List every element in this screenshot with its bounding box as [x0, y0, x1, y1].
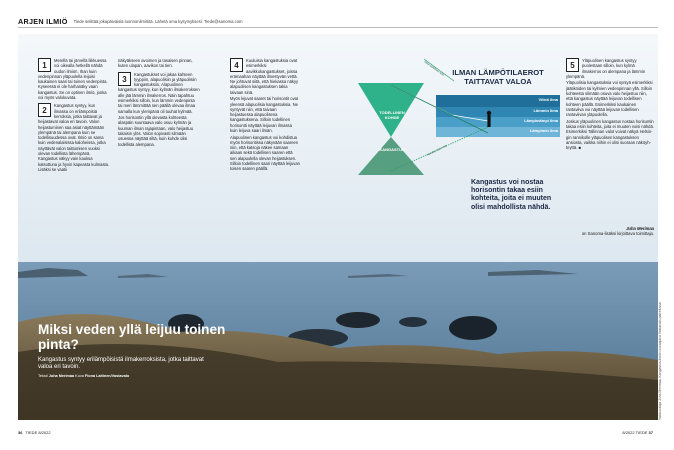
paragraph-1: Merellä tai järvellä liikkuessa voi oikealla hetkellä nähdä oudon ilmiön. Ihan kuin vedenpinnan yläpuolella leijuisi kaukainen saari tai toinen vedenpinta. Kyseessä ei ole harhanäky vaan kangastus. Se on optinen ilmiö, jonka voi myös valokuvata.: [38, 58, 108, 101]
article-byline: [38, 374, 129, 378]
section-number-1: 1: [38, 58, 51, 72]
text-column-3: [230, 58, 300, 173]
author-role: on Sanoma-lisäksi kirjoittava toimittaja.: [581, 231, 654, 237]
label-observed-path: Havaittu valon reitti: [426, 144, 448, 157]
paragraph-3b: Jos horisontin yllä olevasta kohteesta alaspäin suuntaava valo osuu kylmän ja kuuman ilman rajapintaan, valo heijastuu takaisin ylös. Valon sopivasti silmään osuessa näyttää siltä, kuin kohde olisi todellista alempana.: [118, 115, 194, 147]
paragraph-4c: Alapuolinen kangastus voi kohdistua myös horisontissa näkyvään saareen niin, että katsoja näkee samaan aikaan sekä todellisen saaren että sen alapuolella olevan heijastuksen. Silloin todellinen saari näyttää leijuvan toisen saaren päällä.: [230, 134, 300, 172]
mirage-diagram: [352, 55, 560, 177]
section-number-3: 3: [118, 72, 131, 86]
paragraph-5c: Joskus yläpuolinen kangastus nostaa horisontin takaa esiin kohteita, joita ei muuten voisi nähdä. Esimerkiksi Tallinnan valot voivat näkyä Helsingin rannikolle yläpuolisen kangastuksen ansiosta, vaikka niihin ei olisi suoraan näköyhteyttä. ■: [566, 118, 654, 151]
section-number-5: 5: [566, 58, 579, 72]
rock-2: [336, 312, 380, 328]
label-light-path: Valon todellinen reitti: [423, 60, 445, 77]
byline-text-author: Juha Merimaa: [48, 374, 75, 378]
text-column-2: [118, 58, 200, 148]
sky-background: [18, 34, 658, 266]
paragraph-4b: Myös lejuvat saaret tai horisontit ovat yleensä alapuolisia kangastuksia. Ne syntyvät niin, että taivaan heijastuessa alapuolisena kangastuksena. Silloin todellinen horisontti näyttää leijuvan ilmassa kuin leijuva saari ilmän.: [230, 96, 299, 134]
paragraph-2: Kangastus syntyy, kun ilmassa on erilämpöisiä kerroksia, jotka taittavat ja heijastavat valoa eri tavoin. Valon heijastuminen saa asiat näyttämään ylempänä tai alempana kuin ne todellisuudessa ovat. Ilmiö on sama kuin vedenalaisissa kaloheissa, jotka näyttävät valon taittumisen vuoksi olevan todellista lähempänä. Kangastus näkyy vain kauksa katsottuna ja hyvin kapeasta kulmasta. Lisäksi se vaatii: [38, 103, 110, 172]
diagram-title: ILMAN LÄMPÖTILAEROT TAITTAVAT VALOA: [452, 68, 544, 86]
observer-body: [487, 115, 490, 127]
air-layer-2: Lämpimämpi ilma: [524, 118, 558, 123]
article-lead: Kangastus syntyy erilämpöisistä ilmakerroksista, jotka taittavat valoa eri tavoin.: [38, 357, 204, 371]
footer-left-mag: TIEDE 8/2022: [25, 430, 51, 435]
air-layer-3: Lämpimin ilma: [529, 128, 558, 133]
label-real-object: TODELLINEN KOHDE: [379, 110, 405, 120]
article-headline: Miksi veden yllä leijuu toinen pinta?: [38, 322, 226, 352]
byline-text-label: Teksti: [38, 374, 48, 378]
label-mirage: KANGASTUS: [379, 147, 405, 152]
section-tagline: Tiede selittää jokapäiväisiä luonnonilmiöitä. Lähetä oma kysymyksesi: Tiede@sanoma.com: [73, 19, 243, 24]
author-name: Juha Merimaa: [626, 226, 654, 231]
paragraph-5: Yläpuolinen kangastus syntyy puolestaan silloin, kun kylmä ilmakerros on alempana ja lämmin ylempänä.: [566, 58, 646, 79]
footer-right-mag: 8/2022 TIEDE: [622, 430, 648, 435]
air-layer-1: Lämmin ilma: [533, 108, 558, 113]
paragraph-5b: Yläpuolisia kangastuksia voi syntyä esimerkiksi jäätiköiden tai kylmien vedenpinnan yllä. Silloin kohteesta silmään osuva valo heijastuu niin, että kangastus näyttää leijuvan todellisen kohteen päällä. Esimerkiksi kaukainen rantaviiva voi näyttää leijuvan todellisen rantaviivan yläpuolella.: [566, 80, 653, 118]
page-number-left: 36: [18, 430, 23, 435]
paragraph-2-cont: näkyäkseen avoimen ja tasaisen pinnan, kuten ulapan, aavikon tai tien.: [118, 58, 193, 69]
byline-photo-label: Kuva: [75, 374, 84, 378]
footer-right: [622, 430, 656, 435]
section-number-2: 2: [38, 103, 51, 117]
paragraph-4: Kuuluisia kangastuksia ovat esimerkiksi aavikkokangastukset, joissa erämaahan näyttää ilmestyvän vettä. Ne johtuvat siitä, että hiekassa näkyy alapuolisen kangastuksen takia taivaan sinä.: [230, 58, 299, 95]
section-header: [18, 16, 658, 28]
byline-photo-author: Fiona Laitinen/Vastavalo: [84, 374, 130, 378]
page-number-right: 37: [648, 430, 653, 435]
rock-4: [449, 316, 497, 340]
air-layer-0: Viileä ilma: [538, 97, 558, 102]
rock-3: [399, 317, 427, 327]
text-column-5: [566, 58, 654, 152]
paragraph-3: Kangastukset voi jakaa kahteen tyyppiin, alapuolisiin ja yläpuolisiin kangastuksiin. Alapuolinen kangastus syntyy, kun kylmän ilmakerroksen alle jää lämmin ilmakerros. Näin tapahtuu esimerkiksi silloin, kun lämmin vedenpinta tai meri lämmittää sen päällä olevaa ilmaa samalla kun ylempänä oli tuuhat kylmää.: [118, 71, 200, 114]
observer-head: [487, 111, 491, 115]
photo-credit: Valokuvaaja Juha Merimaa, Kangastus-ilmiön kuvaajana Vastavalo-palvelussa: [658, 302, 662, 420]
author-box: [566, 226, 654, 236]
mirage-triangle: [358, 137, 424, 175]
section-title: ARJEN ILMIÖ: [18, 17, 68, 26]
pull-quote: Kangastus voi nostaa horisontin takaa esiin kohteita, joita ei muuten olisi mahdollista nähdä.: [471, 179, 552, 211]
footer-left: [18, 430, 51, 435]
section-number-4: 4: [230, 58, 243, 72]
text-column-1: [38, 58, 110, 173]
